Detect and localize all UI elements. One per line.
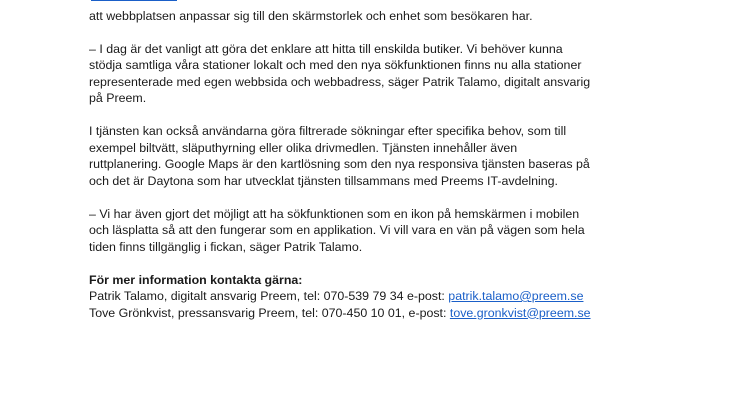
email-link-patrik[interactable]: patrik.talamo@preem.se [448, 289, 584, 303]
contact-row-patrik [89, 288, 689, 305]
intro-line-1 [89, 0, 689, 8]
quote-paragraph-2 [89, 206, 689, 256]
quote-paragraph-1 [89, 41, 689, 107]
contact-row-tove [89, 305, 689, 322]
email-link-tove[interactable]: tove.gronkvist@preem.se [449, 305, 591, 320]
intro-line-2: att webbplatsen anpassar sig till den skärmstorlek och enhet som besökaren har. [89, 8, 533, 23]
service-paragraph [89, 123, 689, 189]
intro-paragraph [89, 0, 689, 24]
quote1-line: representerade med egen webbsida och webbadress, säger Patrik Talamo, digitalt ansvarig [89, 74, 591, 89]
contact-text: Patrik Talamo, digitalt ansvarig Preem, tel: 070-539 79 34 e-post: [89, 289, 449, 303]
quote1-line: stödja samtliga våra stationer lokalt och med den nya sökfunktionen finns nu alla stationer [89, 58, 582, 72]
service-line: I tjänsten kan också användarna göra filtrerade sökningar efter specifika behov, som till [89, 124, 567, 138]
quote2-line: tiden finns tillgänglig i fickan, säger Patrik Talamo. [89, 239, 363, 254]
service-line: och det är Daytona som har utvecklat tjänsten tillsammans med Preems IT-avdelning. [89, 173, 558, 188]
cut-off-link-underline [91, 0, 177, 1]
contact-paragraph [89, 272, 689, 322]
quote1-line: – I dag är det vanligt att göra det enklare att hitta till enskilda butiker. Vi behöver kunna [89, 41, 563, 56]
press-release-body [89, 0, 689, 338]
quote2-line: – Vi har även gjort det möjligt att ha sökfunktionen som en ikon på hemskärmen i mobilen [89, 206, 580, 221]
service-line: ruttplanering. Google Maps är den kartlösning som den nya responsiva tjänsten baseras på [89, 157, 590, 171]
quote1-line: på Preem. [89, 91, 147, 105]
contact-heading: För mer information kontakta gärna: [89, 272, 303, 287]
quote2-line: och läsplatta så att den fungerar som en applikation. Vi vill vara en vän på vägen som hela [89, 223, 585, 237]
service-line: exempel biltvätt, släputhyrning eller olika drivmedlen. Tjänsten innehåller även [89, 140, 518, 155]
contact-text: Tove Grönkvist, pressansvarig Preem, tel: 070-450 10 01, e-post: [89, 305, 450, 320]
